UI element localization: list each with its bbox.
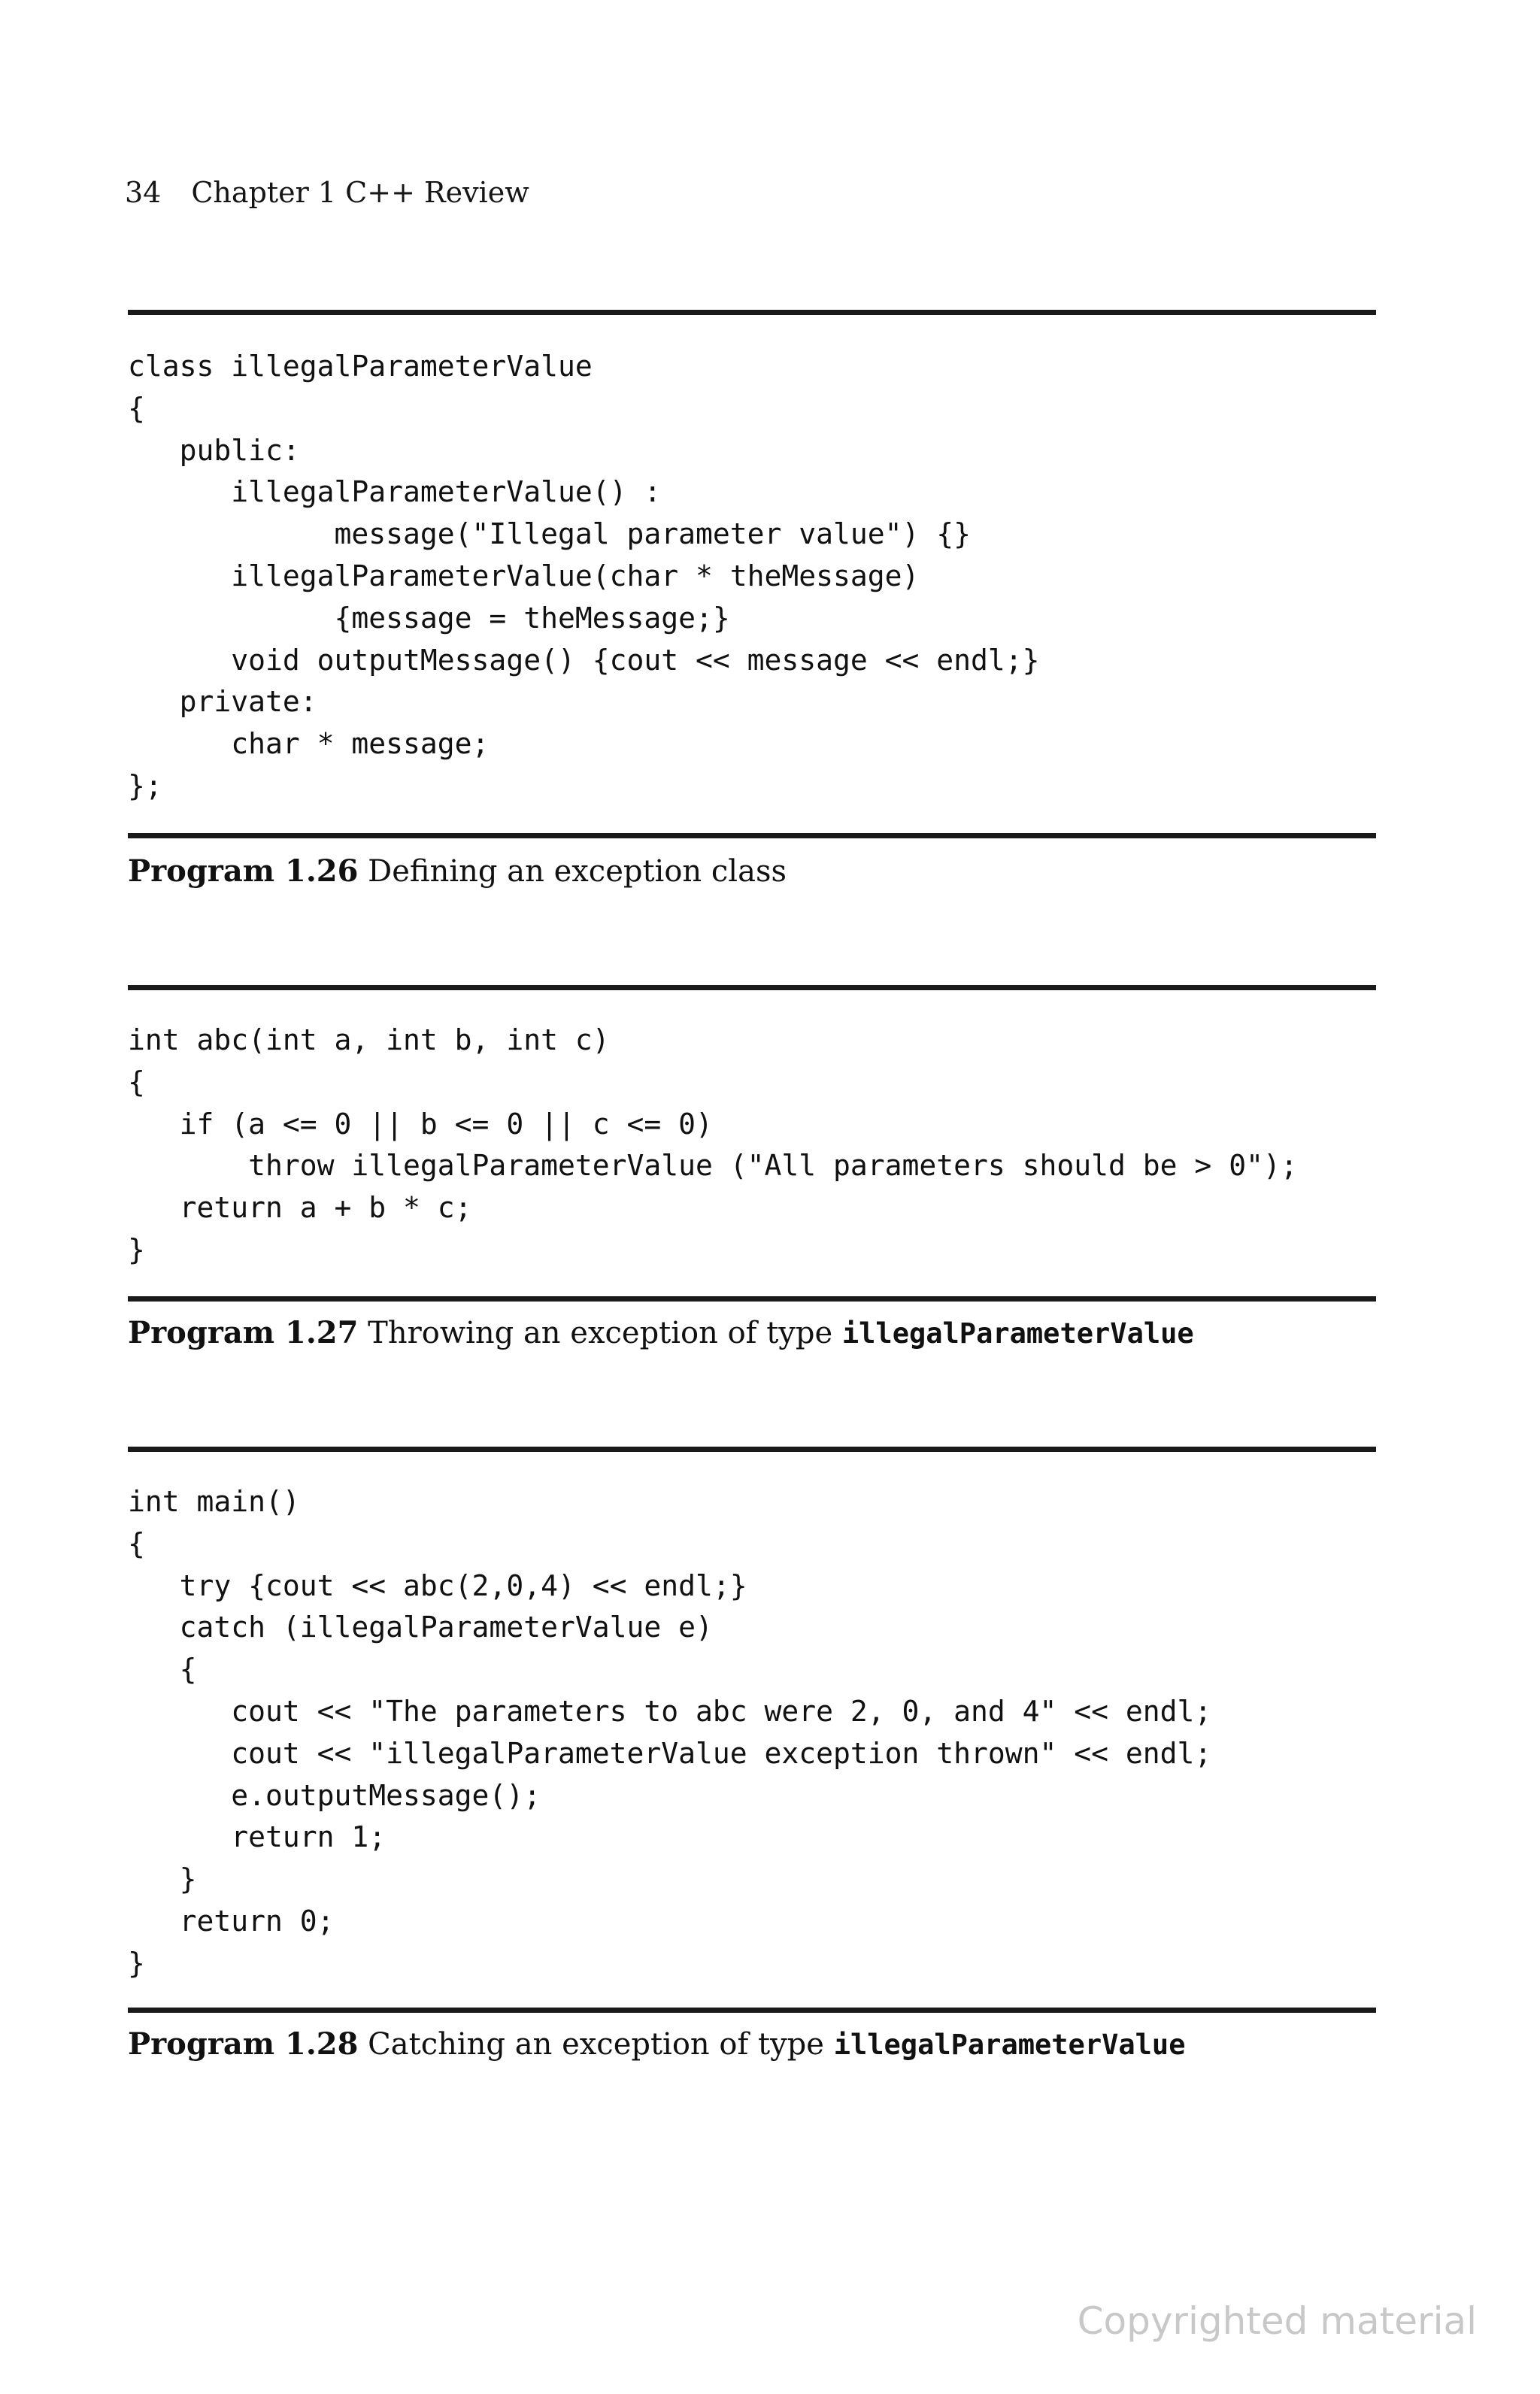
- caption-label: Program 1.26: [128, 853, 359, 889]
- page-number: 34: [125, 176, 162, 209]
- running-header: [125, 174, 529, 211]
- program-bottom-rule: [128, 833, 1376, 838]
- caption-label: Program 1.28: [128, 2026, 359, 2062]
- running-title: Chapter 1 C++ Review: [191, 176, 529, 209]
- code-listing: int abc(int a, int b, int c) { if (a <= 0 || b <= 0 || c <= 0) throw illegalParameterValue ("All parameters should be > 0"); return a + b * c; }: [128, 1023, 1298, 1266]
- code-listing: int main() { try {cout << abc(2,0,4) << endl;} catch (illegalParameterValue e) { cout << "The parameters to abc were 2, 0, and 4" << endl; cout << "illegalParameterValue exception thrown" << endl; e.outputMessage(); return 1; } return 0; }: [128, 1485, 1212, 1980]
- caption-code: illegalParameterValue: [841, 1317, 1194, 1350]
- program-caption: [128, 2026, 1185, 2064]
- caption-label: Program 1.27: [128, 1315, 359, 1350]
- caption-text: Throwing an exception of type: [358, 1316, 842, 1350]
- program-top-rule: [128, 985, 1376, 990]
- program-bottom-rule: [128, 2008, 1376, 2013]
- copyright-watermark: Copyrighted material: [1077, 2299, 1477, 2343]
- program-bottom-rule: [128, 1296, 1376, 1302]
- program-top-rule: [128, 310, 1376, 315]
- program-top-rule: [128, 1447, 1376, 1452]
- caption-text: Catching an exception of type: [358, 2027, 834, 2062]
- caption-code: illegalParameterValue: [833, 2029, 1186, 2061]
- program-caption: [128, 853, 787, 891]
- program-caption: [128, 1314, 1194, 1353]
- code-listing: class illegalParameterValue { public: illegalParameterValue() : message("Illegal parameter value") {} illegalParameterValue(char * theMessage) {message = theMessage;} void outputMessage() {cout << message << endl;} private: char * message; };: [128, 350, 1040, 802]
- caption-text: Defining an exception class: [358, 854, 787, 889]
